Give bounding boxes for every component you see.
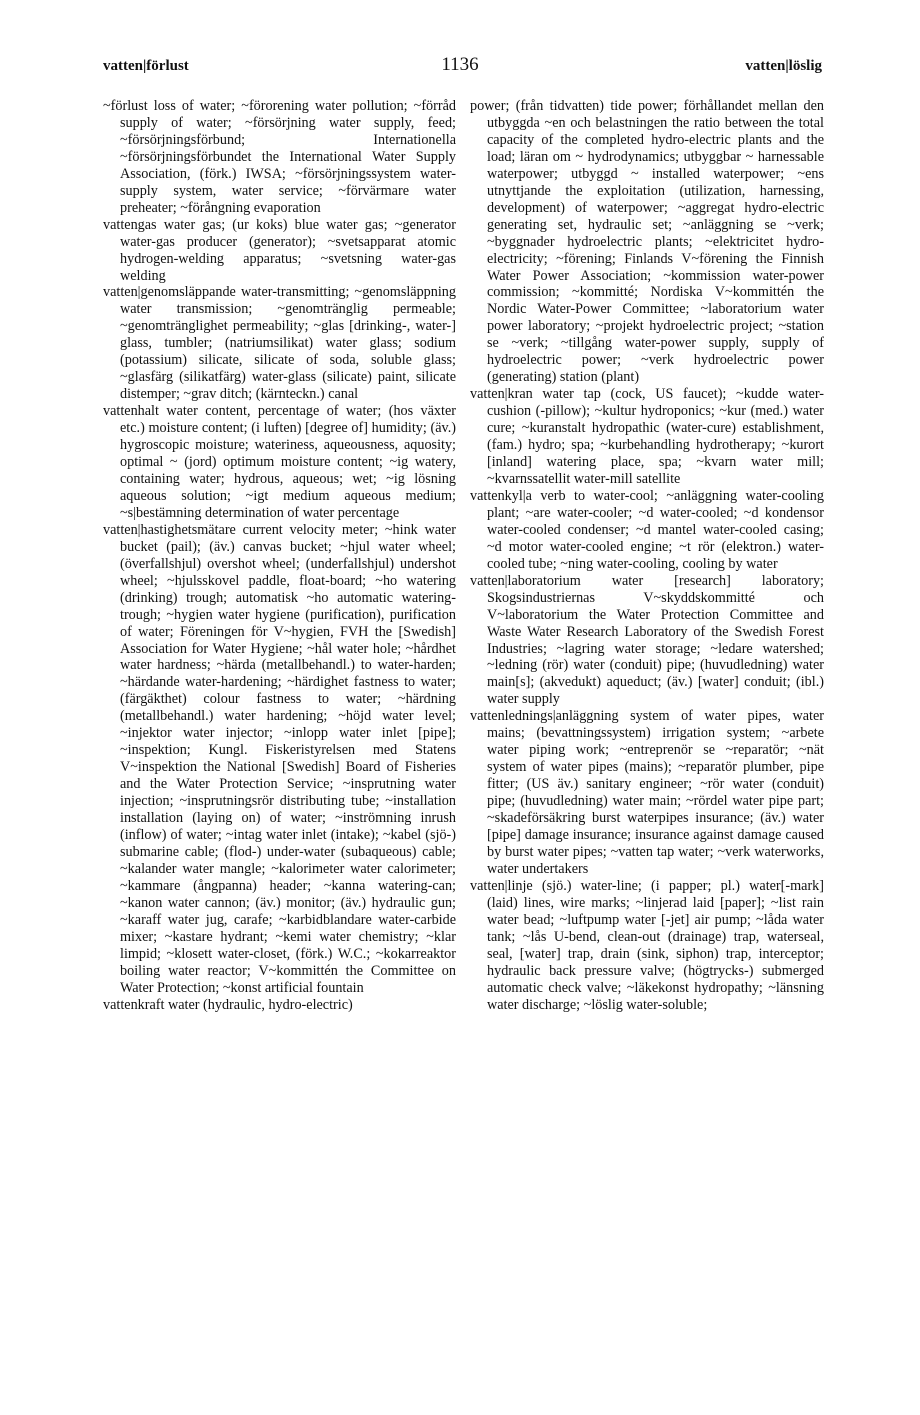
entry-vattenkyla: vattenkyl|a verb to water-cool; ~anläggning water-cooling plant; ~are water-cooler; ~d water-cooled; ~d kondensor water-cooled condenser; ~d mantel water-cooled casing; ~d motor water-cooled engine; ~t rör (elektron.) water-cooled tube; ~ning water-cooling, cooling by water	[470, 487, 824, 572]
entry-vatten-genomslappande: vatten|genomsläppande water-transmitting; ~genomsläppning water transmission; ~genomtränglig permeable; ~genomtränglighet permeability; ~glas [drinking-, water-] glass, tumbler; (natriumsilikat) water glass; sodium (potassium) silicate, silicate of soda, soluble glass; ~glasfärg (silikatfärg) water-glass (silicate) paint, silicate distemper; ~grav ditch; (kärnteckn.) canal	[103, 284, 456, 403]
entry-vattengas: vattengas water gas; (ur koks) blue water gas; ~generator water-gas producer (generator); ~svetsapparat atomic hydrogen-welding apparatus; ~svetsning water-gas welding	[103, 216, 456, 284]
entry-vatten-forlust: ~förlust loss of water; ~förorening water pollution; ~förråd supply of water; ~försörjning water supply, feed; ~försörjningsförbund; Internationella ~försörjningsförbundet the International Water Supply Association, (förk.) IWSA; ~försörjningssystem water-supply system, water service; ~förvärmare water preheater; ~förångning evaporation	[103, 98, 456, 216]
entry-vattenlednings-anlaggning: vattenlednings|anläggning system of water pipes, water mains; (bevattningssystem) irrigation system; ~arbete water piping work; ~entreprenör se ~reparatör; ~nät system of water pipes (mains); ~reparatör plumber, pipe fitter; (US äv.) sanitary engineer; ~rör water (conduit) pipe; (huvudledning) water main; ~rördel water pipe part; ~skadeförsäkring burst waterpipes insurance; (äv.) water [pipe] damage insurance; insurance against damage caused by burst water pipes; ~vatten tap water; ~verk waterworks, water undertakers	[470, 708, 824, 877]
entry-vattenhalt: vattenhalt water content, percentage of water; (hos växter etc.) moisture content; (i luften) [degree of] humidity; (äv.) hygroscopic moisture; wateriness, aqueousness, aquosity; optimal ~ (jord) optimum moisture content; ~ig watery, containing water; hydrous, aqueous; wet; ~ig lösning aqueous solution; ~igt medium aqueous medium; ~s|bestämning determination of water percentage	[103, 403, 456, 521]
entry-vatten-linje: vatten|linje (sjö.) water-line; (i papper; pl.) water[-mark] (laid) lines, wire marks; ~linjerad laid [paper]; ~list rain water bead; ~luftpump water [-jet] air pump; ~låda water tank; ~lås U-bend, clean-out (drainage) trap, waterseal, seal, [water] trap, drain (sink, siphon) trap, interceptor; hydraulic back pressure valve; (högtrycks-) submerged automatic check valve; ~läkekonst hydropathy; ~länsning water discharge; ~löslig water-soluble;	[470, 877, 824, 1013]
running-head-right: vatten|löslig	[745, 58, 822, 74]
left-column	[103, 98, 456, 1013]
entry-vatten-kran: vatten|kran water tap (cock, US faucet); ~kudde water-cushion (-pillow); ~kultur hydroponics; ~kur (med.) water cure; ~kuranstalt hydropathic (water-cure) establishment, (fam.) hydro; spa; ~kurbehandling hydrotherapy; ~kurort [inland] watering place, spa; ~kvarn water mill; ~kvarnssatellit water-mill satellite	[470, 386, 824, 487]
entry-vatten-hastighetsmatare: vatten|hastighetsmätare current velocity meter; ~hink water bucket (pail); (äv.) canvas bucket; ~hjul water wheel; (överfallshjul) overshot wheel; (underfallshjul) undershot wheel; ~hjulsskovel paddle, float-board; ~ho watering (drinking) trough; automatisk ~ho automatic watering-trough; ~hygien water hygiene (purification), purification of water; Föreningen för V~hygien, FVH the [Swedish] Association for Water Hygiene; ~hål water hole; ~hårdhet water hardness; ~härda (metallbehandl.) to water-harden; ~härdande water-hardening; ~härdighet fastness to water; (färgäkthet) colour fastness to water; ~härdning (metallbehandl.) water hardening; ~höjd water level; ~injektor water injector; ~inlopp water inlet [pipe]; ~inspektion; Kungl. Fiskeristyrelsen med Statens V~inspektion the National [Swedish] Board of Fisheries and the Water Protection Service; ~insprutning water injection; ~insprutningsrör distributing tube; ~installation installation (laying on) of water; ~inströmning inrush (inflow) of water; ~intag water inlet (intake); ~kabel (sjö-) submarine cable; (flod-) under-water (subaqueous) cable; ~kalander water mangle; ~kalorimeter water calorimeter; ~kammare (ångpanna) header; ~kanna watering-can; ~kanon water cannon; (äv.) monitor; (äv.) hydraulic gun; ~karaff water jug, carafe; ~karbidblandare water-carbide mixer; ~kastare hydrant; ~kemi water chemistry; ~klar limpid; ~klosett water-closet, (förk.) W.C.; ~kokarreaktor boiling water reactor; V~kommittén the Committee on Water Protection; ~konst artificial fountain	[103, 521, 456, 996]
right-column	[470, 98, 824, 1013]
page-number: 1136	[441, 54, 479, 75]
entry-vattenkraft-continued: power; (från tidvatten) tide power; förhållandet mellan den utbyggda ~en och belastningen the ratio between the total capacity of the completed hydro-electric plants and the load; läran om ~ hydrodynamics; utbyggbar ~ harnessable waterpower; utbyggd ~ installed waterpower; ~ens utnyttjande the exploitation (utilization, harnessing, development) of waterpower; ~aggregat hydro-electric generating set, hydraulic set; ~anläggning se ~verk; ~byggnader hydroelectric plants; ~elektricitet hydro-electricity; ~förening; Finlands V~förening the Finnish Water Power Association; ~kommission water-power commission; ~kommitté; Nordiska V~kommittén the Nordic Water-Power Committee; ~laboratorium water power laboratory; ~projekt hydroelectric project; ~station se ~verk; ~tillgång water-power supply, supply of hydroelectric power; ~verk hydroelectric power (generating) station (plant)	[470, 98, 824, 386]
entry-vatten-laboratorium: vatten|laboratorium water [research] laboratory; Skogsindustriernas V~skyddskommitté och V~laboratorium the Water Protection Committee and Waste Water Research Laboratory of the Swedish Forest Industries; ~lagring water storage; ~ledare watershed; ~ledning (rör) water (conduit) pipe; (huvudledning) water main[s]; (akvedukt) aqueduct; (äv.) [water] conduit; (ibl.) water supply	[470, 572, 824, 708]
running-head-left: vatten|förlust	[103, 58, 189, 74]
entry-vattenkraft: vattenkraft water (hydraulic, hydro-electric)	[103, 996, 353, 1013]
